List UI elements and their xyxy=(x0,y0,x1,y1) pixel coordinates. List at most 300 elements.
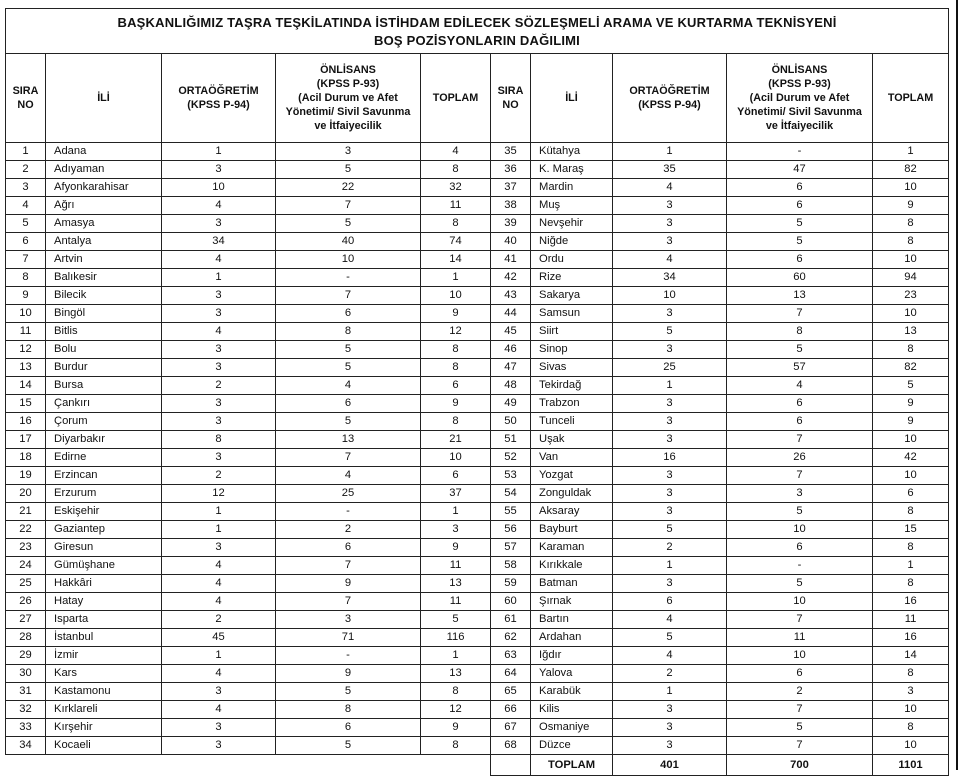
right-toplam-cell: 11 xyxy=(873,611,949,629)
left-ortaogretim-cell: 4 xyxy=(162,323,276,341)
left-ortaogretim-cell: 2 xyxy=(162,611,276,629)
left-ortaogretim-cell: 2 xyxy=(162,377,276,395)
left-ortaogretim-cell: 8 xyxy=(162,431,276,449)
left-sira-no-cell: 32 xyxy=(6,701,46,719)
right-il-name-cell: Uşak xyxy=(531,431,613,449)
right-sira-no-cell: 51 xyxy=(491,431,531,449)
right-onlisans-cell: 11 xyxy=(727,629,873,647)
right-sira-no-cell: 60 xyxy=(491,593,531,611)
right-onlisans-cell: 10 xyxy=(727,521,873,539)
right-ortaogretim-cell: 3 xyxy=(613,341,727,359)
header-ili-right: İLİ xyxy=(531,54,613,143)
right-il-name-cell: Yozgat xyxy=(531,467,613,485)
left-onlisans-cell: 9 xyxy=(276,665,421,683)
blank-cell xyxy=(162,755,276,776)
left-sira-no-cell: 18 xyxy=(6,449,46,467)
left-toplam-cell: 5 xyxy=(421,611,491,629)
left-onlisans-cell: 7 xyxy=(276,449,421,467)
right-il-name-cell: Muş xyxy=(531,197,613,215)
right-il-name-cell: Yalova xyxy=(531,665,613,683)
title-line-2: BOŞ POZİSYONLARIN DAĞILIMI xyxy=(374,33,580,48)
left-il-name-cell: Çankırı xyxy=(46,395,162,413)
right-sira-no-cell: 40 xyxy=(491,233,531,251)
right-onlisans-cell: 6 xyxy=(727,539,873,557)
right-onlisans-cell: 10 xyxy=(727,593,873,611)
right-ortaogretim-cell: 5 xyxy=(613,521,727,539)
right-sira-no-cell: 53 xyxy=(491,467,531,485)
right-onlisans-cell: 60 xyxy=(727,269,873,287)
left-sira-no-cell: 24 xyxy=(6,557,46,575)
left-ortaogretim-cell: 10 xyxy=(162,179,276,197)
left-ortaogretim-cell: 3 xyxy=(162,287,276,305)
right-onlisans-cell: 26 xyxy=(727,449,873,467)
left-il-name-cell: Kars xyxy=(46,665,162,683)
right-ortaogretim-cell: 5 xyxy=(613,323,727,341)
right-toplam-cell: 8 xyxy=(873,233,949,251)
table-row xyxy=(6,719,949,737)
left-sira-no-cell: 12 xyxy=(6,341,46,359)
right-onlisans-cell: 7 xyxy=(727,737,873,755)
right-toplam-cell: 10 xyxy=(873,467,949,485)
right-toplam-cell: 94 xyxy=(873,269,949,287)
right-il-name-cell: Kırıkkale xyxy=(531,557,613,575)
right-onlisans-cell: 10 xyxy=(727,647,873,665)
left-onlisans-cell: 7 xyxy=(276,287,421,305)
right-onlisans-cell: 6 xyxy=(727,395,873,413)
right-ortaogretim-cell: 10 xyxy=(613,287,727,305)
left-ortaogretim-cell: 3 xyxy=(162,341,276,359)
right-ortaogretim-cell: 4 xyxy=(613,251,727,269)
right-onlisans-cell: 5 xyxy=(727,719,873,737)
table-row xyxy=(6,179,949,197)
right-onlisans-cell: - xyxy=(727,557,873,575)
right-ortaogretim-cell: 3 xyxy=(613,467,727,485)
left-onlisans-cell: 13 xyxy=(276,431,421,449)
right-toplam-cell: 8 xyxy=(873,539,949,557)
right-sira-no-cell: 55 xyxy=(491,503,531,521)
left-onlisans-cell: 8 xyxy=(276,701,421,719)
left-il-name-cell: Kastamonu xyxy=(46,683,162,701)
left-onlisans-cell: 5 xyxy=(276,413,421,431)
right-il-name-cell: Trabzon xyxy=(531,395,613,413)
title-line-1: BAŞKANLIĞIMIZ TAŞRA TEŞKİLATINDA İSTİHDAM EDİLECEK SÖZLEŞMELİ ARAMA VE KURTARMA TEKNİSYENİ xyxy=(117,15,837,30)
left-toplam-cell: 10 xyxy=(421,287,491,305)
right-toplam-cell: 16 xyxy=(873,593,949,611)
right-sira-no-cell: 52 xyxy=(491,449,531,467)
left-onlisans-cell: 3 xyxy=(276,143,421,161)
right-il-name-cell: Sakarya xyxy=(531,287,613,305)
right-sira-no-cell: 47 xyxy=(491,359,531,377)
left-ortaogretim-cell: 4 xyxy=(162,701,276,719)
table-row xyxy=(6,665,949,683)
table-row xyxy=(6,287,949,305)
left-onlisans-cell: 5 xyxy=(276,737,421,755)
left-onlisans-cell: 10 xyxy=(276,251,421,269)
table-row xyxy=(6,395,949,413)
left-toplam-cell: 74 xyxy=(421,233,491,251)
right-ortaogretim-cell: 4 xyxy=(613,611,727,629)
right-sira-no-cell: 36 xyxy=(491,161,531,179)
right-ortaogretim-cell: 1 xyxy=(613,377,727,395)
right-il-name-cell: Mardin xyxy=(531,179,613,197)
right-il-name-cell: Tekirdağ xyxy=(531,377,613,395)
right-toplam-cell: 82 xyxy=(873,161,949,179)
table-row xyxy=(6,539,949,557)
left-sira-no-cell: 17 xyxy=(6,431,46,449)
left-il-name-cell: Gümüşhane xyxy=(46,557,162,575)
totals-onlisans: 700 xyxy=(727,755,873,776)
right-toplam-cell: 6 xyxy=(873,485,949,503)
table-row xyxy=(6,269,949,287)
blank-cell xyxy=(276,755,421,776)
right-onlisans-cell: 7 xyxy=(727,467,873,485)
right-ortaogretim-cell: 3 xyxy=(613,395,727,413)
right-il-name-cell: Şırnak xyxy=(531,593,613,611)
left-ortaogretim-cell: 45 xyxy=(162,629,276,647)
right-toplam-cell: 16 xyxy=(873,629,949,647)
right-onlisans-cell: - xyxy=(727,143,873,161)
right-toplam-cell: 8 xyxy=(873,719,949,737)
right-toplam-cell: 15 xyxy=(873,521,949,539)
right-il-name-cell: Karaman xyxy=(531,539,613,557)
table-row xyxy=(6,359,949,377)
right-il-name-cell: Sivas xyxy=(531,359,613,377)
right-onlisans-cell: 6 xyxy=(727,413,873,431)
right-il-name-cell: Van xyxy=(531,449,613,467)
right-ortaogretim-cell: 3 xyxy=(613,719,727,737)
left-il-name-cell: Kırklareli xyxy=(46,701,162,719)
right-toplam-cell: 10 xyxy=(873,737,949,755)
table-row xyxy=(6,521,949,539)
right-il-name-cell: Zonguldak xyxy=(531,485,613,503)
left-ortaogretim-cell: 3 xyxy=(162,161,276,179)
right-sira-no-cell: 39 xyxy=(491,215,531,233)
totals-ortaogretim: 401 xyxy=(613,755,727,776)
right-ortaogretim-cell: 3 xyxy=(613,701,727,719)
left-onlisans-cell: 9 xyxy=(276,575,421,593)
right-sira-no-cell: 35 xyxy=(491,143,531,161)
left-ortaogretim-cell: 2 xyxy=(162,467,276,485)
header-ortaogretim: ORTAÖĞRETİM (KPSS P-94) xyxy=(162,54,276,143)
right-onlisans-cell: 7 xyxy=(727,701,873,719)
left-ortaogretim-cell: 12 xyxy=(162,485,276,503)
document-title xyxy=(6,9,949,54)
left-il-name-cell: Ağrı xyxy=(46,197,162,215)
left-onlisans-cell: 5 xyxy=(276,215,421,233)
left-il-name-cell: Çorum xyxy=(46,413,162,431)
header-ortaogretim-right: ORTAÖĞRETİM (KPSS P-94) xyxy=(613,54,727,143)
left-sira-no-cell: 31 xyxy=(6,683,46,701)
right-onlisans-cell: 57 xyxy=(727,359,873,377)
right-ortaogretim-cell: 3 xyxy=(613,233,727,251)
left-toplam-cell: 1 xyxy=(421,503,491,521)
left-onlisans-cell: 4 xyxy=(276,467,421,485)
totals-row xyxy=(6,755,949,776)
left-sira-no-cell: 1 xyxy=(6,143,46,161)
left-ortaogretim-cell: 1 xyxy=(162,503,276,521)
left-il-name-cell: Edirne xyxy=(46,449,162,467)
table-row xyxy=(6,251,949,269)
left-onlisans-cell: 6 xyxy=(276,395,421,413)
right-il-name-cell: Batman xyxy=(531,575,613,593)
right-ortaogretim-cell: 35 xyxy=(613,161,727,179)
right-onlisans-cell: 5 xyxy=(727,575,873,593)
left-ortaogretim-cell: 1 xyxy=(162,647,276,665)
left-ortaogretim-cell: 1 xyxy=(162,143,276,161)
right-il-name-cell: Karabük xyxy=(531,683,613,701)
right-onlisans-cell: 8 xyxy=(727,323,873,341)
left-toplam-cell: 3 xyxy=(421,521,491,539)
right-ortaogretim-cell: 2 xyxy=(613,539,727,557)
table-row xyxy=(6,629,949,647)
blank-cell xyxy=(421,755,491,776)
left-il-name-cell: Gaziantep xyxy=(46,521,162,539)
left-toplam-cell: 9 xyxy=(421,719,491,737)
right-il-name-cell: K. Maraş xyxy=(531,161,613,179)
left-il-name-cell: Burdur xyxy=(46,359,162,377)
left-sira-no-cell: 23 xyxy=(6,539,46,557)
left-sira-no-cell: 28 xyxy=(6,629,46,647)
left-il-name-cell: Hatay xyxy=(46,593,162,611)
right-toplam-cell: 9 xyxy=(873,395,949,413)
right-il-name-cell: Bayburt xyxy=(531,521,613,539)
left-il-name-cell: Antalya xyxy=(46,233,162,251)
left-onlisans-cell: 4 xyxy=(276,377,421,395)
left-onlisans-cell: 6 xyxy=(276,305,421,323)
left-il-name-cell: Giresun xyxy=(46,539,162,557)
right-ortaogretim-cell: 3 xyxy=(613,305,727,323)
left-sira-no-cell: 16 xyxy=(6,413,46,431)
right-il-name-cell: Osmaniye xyxy=(531,719,613,737)
left-onlisans-cell: - xyxy=(276,647,421,665)
table-row xyxy=(6,233,949,251)
left-ortaogretim-cell: 4 xyxy=(162,593,276,611)
left-sira-no-cell: 15 xyxy=(6,395,46,413)
table-row xyxy=(6,431,949,449)
left-sira-no-cell: 27 xyxy=(6,611,46,629)
right-il-name-cell: Kilis xyxy=(531,701,613,719)
left-toplam-cell: 21 xyxy=(421,431,491,449)
right-ortaogretim-cell: 1 xyxy=(613,557,727,575)
left-il-name-cell: İstanbul xyxy=(46,629,162,647)
table-row xyxy=(6,503,949,521)
right-sira-no-cell: 37 xyxy=(491,179,531,197)
left-il-name-cell: Artvin xyxy=(46,251,162,269)
left-sira-no-cell: 5 xyxy=(6,215,46,233)
header-sira-no-right: SIRA NO xyxy=(491,54,531,143)
right-il-name-cell: Aksaray xyxy=(531,503,613,521)
totals-toplam: 1101 xyxy=(873,755,949,776)
right-sira-no-cell: 62 xyxy=(491,629,531,647)
right-sira-no-cell: 38 xyxy=(491,197,531,215)
table-row xyxy=(6,683,949,701)
left-toplam-cell: 8 xyxy=(421,737,491,755)
page-edge-line xyxy=(956,0,958,770)
table-row xyxy=(6,215,949,233)
left-toplam-cell: 10 xyxy=(421,449,491,467)
left-sira-no-cell: 33 xyxy=(6,719,46,737)
right-toplam-cell: 9 xyxy=(873,197,949,215)
right-toplam-cell: 10 xyxy=(873,431,949,449)
table-row xyxy=(6,413,949,431)
left-toplam-cell: 8 xyxy=(421,215,491,233)
left-ortaogretim-cell: 4 xyxy=(162,197,276,215)
left-il-name-cell: Erzincan xyxy=(46,467,162,485)
left-sira-no-cell: 29 xyxy=(6,647,46,665)
left-sira-no-cell: 13 xyxy=(6,359,46,377)
left-onlisans-cell: 5 xyxy=(276,683,421,701)
right-toplam-cell: 9 xyxy=(873,413,949,431)
header-toplam-right: TOPLAM xyxy=(873,54,949,143)
right-toplam-cell: 42 xyxy=(873,449,949,467)
right-ortaogretim-cell: 3 xyxy=(613,485,727,503)
right-onlisans-cell: 4 xyxy=(727,377,873,395)
right-sira-no-cell: 57 xyxy=(491,539,531,557)
right-toplam-cell: 10 xyxy=(873,701,949,719)
left-toplam-cell: 9 xyxy=(421,305,491,323)
left-ortaogretim-cell: 4 xyxy=(162,575,276,593)
right-ortaogretim-cell: 6 xyxy=(613,593,727,611)
right-sira-no-cell: 58 xyxy=(491,557,531,575)
left-toplam-cell: 32 xyxy=(421,179,491,197)
right-il-name-cell: Siirt xyxy=(531,323,613,341)
left-sira-no-cell: 10 xyxy=(6,305,46,323)
right-il-name-cell: Ardahan xyxy=(531,629,613,647)
right-onlisans-cell: 5 xyxy=(727,215,873,233)
table-row xyxy=(6,305,949,323)
right-sira-no-cell: 64 xyxy=(491,665,531,683)
positions-table xyxy=(5,8,949,776)
left-toplam-cell: 8 xyxy=(421,683,491,701)
table-row xyxy=(6,485,949,503)
right-il-name-cell: Niğde xyxy=(531,233,613,251)
left-sira-no-cell: 21 xyxy=(6,503,46,521)
right-sira-no-cell: 65 xyxy=(491,683,531,701)
left-toplam-cell: 6 xyxy=(421,377,491,395)
left-onlisans-cell: 5 xyxy=(276,359,421,377)
right-il-name-cell: Samsun xyxy=(531,305,613,323)
left-toplam-cell: 13 xyxy=(421,575,491,593)
right-sira-no-cell: 49 xyxy=(491,395,531,413)
left-onlisans-cell: 5 xyxy=(276,161,421,179)
right-onlisans-cell: 5 xyxy=(727,503,873,521)
right-toplam-cell: 10 xyxy=(873,305,949,323)
header-row xyxy=(6,54,949,143)
left-ortaogretim-cell: 1 xyxy=(162,269,276,287)
left-onlisans-cell: 22 xyxy=(276,179,421,197)
header-sira-no: SIRA NO xyxy=(6,54,46,143)
left-il-name-cell: Kırşehir xyxy=(46,719,162,737)
left-ortaogretim-cell: 1 xyxy=(162,521,276,539)
left-onlisans-cell: 7 xyxy=(276,557,421,575)
left-il-name-cell: Erzurum xyxy=(46,485,162,503)
distribution-document xyxy=(5,8,948,776)
right-sira-no-cell: 45 xyxy=(491,323,531,341)
right-il-name-cell: Sinop xyxy=(531,341,613,359)
right-ortaogretim-cell: 34 xyxy=(613,269,727,287)
right-il-name-cell: Iğdır xyxy=(531,647,613,665)
left-ortaogretim-cell: 3 xyxy=(162,215,276,233)
left-toplam-cell: 8 xyxy=(421,413,491,431)
table-row xyxy=(6,197,949,215)
left-il-name-cell: Diyarbakır xyxy=(46,431,162,449)
left-sira-no-cell: 9 xyxy=(6,287,46,305)
right-il-name-cell: Kütahya xyxy=(531,143,613,161)
table-row xyxy=(6,341,949,359)
left-toplam-cell: 9 xyxy=(421,539,491,557)
right-toplam-cell: 3 xyxy=(873,683,949,701)
right-ortaogretim-cell: 5 xyxy=(613,629,727,647)
left-toplam-cell: 12 xyxy=(421,323,491,341)
right-il-name-cell: Ordu xyxy=(531,251,613,269)
blank-cell xyxy=(6,755,46,776)
left-toplam-cell: 8 xyxy=(421,341,491,359)
right-il-name-cell: Bartın xyxy=(531,611,613,629)
header-ili: İLİ xyxy=(46,54,162,143)
right-sira-no-cell: 42 xyxy=(491,269,531,287)
left-onlisans-cell: - xyxy=(276,503,421,521)
left-sira-no-cell: 14 xyxy=(6,377,46,395)
right-toplam-cell: 8 xyxy=(873,665,949,683)
left-sira-no-cell: 11 xyxy=(6,323,46,341)
right-ortaogretim-cell: 3 xyxy=(613,737,727,755)
left-ortaogretim-cell: 4 xyxy=(162,665,276,683)
left-sira-no-cell: 19 xyxy=(6,467,46,485)
right-toplam-cell: 1 xyxy=(873,557,949,575)
left-sira-no-cell: 6 xyxy=(6,233,46,251)
right-sira-no-cell: 61 xyxy=(491,611,531,629)
right-toplam-cell: 82 xyxy=(873,359,949,377)
right-onlisans-cell: 6 xyxy=(727,197,873,215)
right-toplam-cell: 8 xyxy=(873,503,949,521)
right-ortaogretim-cell: 4 xyxy=(613,179,727,197)
right-onlisans-cell: 6 xyxy=(727,665,873,683)
left-il-name-cell: Kocaeli xyxy=(46,737,162,755)
left-toplam-cell: 13 xyxy=(421,665,491,683)
right-ortaogretim-cell: 3 xyxy=(613,431,727,449)
right-onlisans-cell: 6 xyxy=(727,179,873,197)
left-onlisans-cell: 7 xyxy=(276,197,421,215)
right-sira-no-cell: 46 xyxy=(491,341,531,359)
right-onlisans-cell: 3 xyxy=(727,485,873,503)
left-ortaogretim-cell: 4 xyxy=(162,557,276,575)
left-toplam-cell: 11 xyxy=(421,197,491,215)
right-sira-no-cell: 66 xyxy=(491,701,531,719)
right-ortaogretim-cell: 3 xyxy=(613,215,727,233)
left-toplam-cell: 6 xyxy=(421,467,491,485)
right-toplam-cell: 23 xyxy=(873,287,949,305)
right-il-name-cell: Düzce xyxy=(531,737,613,755)
left-onlisans-cell: - xyxy=(276,269,421,287)
right-sira-no-cell: 41 xyxy=(491,251,531,269)
right-toplam-cell: 13 xyxy=(873,323,949,341)
right-ortaogretim-cell: 4 xyxy=(613,647,727,665)
left-onlisans-cell: 2 xyxy=(276,521,421,539)
right-sira-no-cell: 54 xyxy=(491,485,531,503)
right-onlisans-cell: 7 xyxy=(727,431,873,449)
left-toplam-cell: 8 xyxy=(421,359,491,377)
right-toplam-cell: 5 xyxy=(873,377,949,395)
table-row xyxy=(6,593,949,611)
left-ortaogretim-cell: 3 xyxy=(162,449,276,467)
left-il-name-cell: İzmir xyxy=(46,647,162,665)
right-ortaogretim-cell: 1 xyxy=(613,143,727,161)
right-onlisans-cell: 13 xyxy=(727,287,873,305)
right-toplam-cell: 1 xyxy=(873,143,949,161)
right-sira-no-cell: 56 xyxy=(491,521,531,539)
right-onlisans-cell: 5 xyxy=(727,341,873,359)
left-toplam-cell: 8 xyxy=(421,161,491,179)
